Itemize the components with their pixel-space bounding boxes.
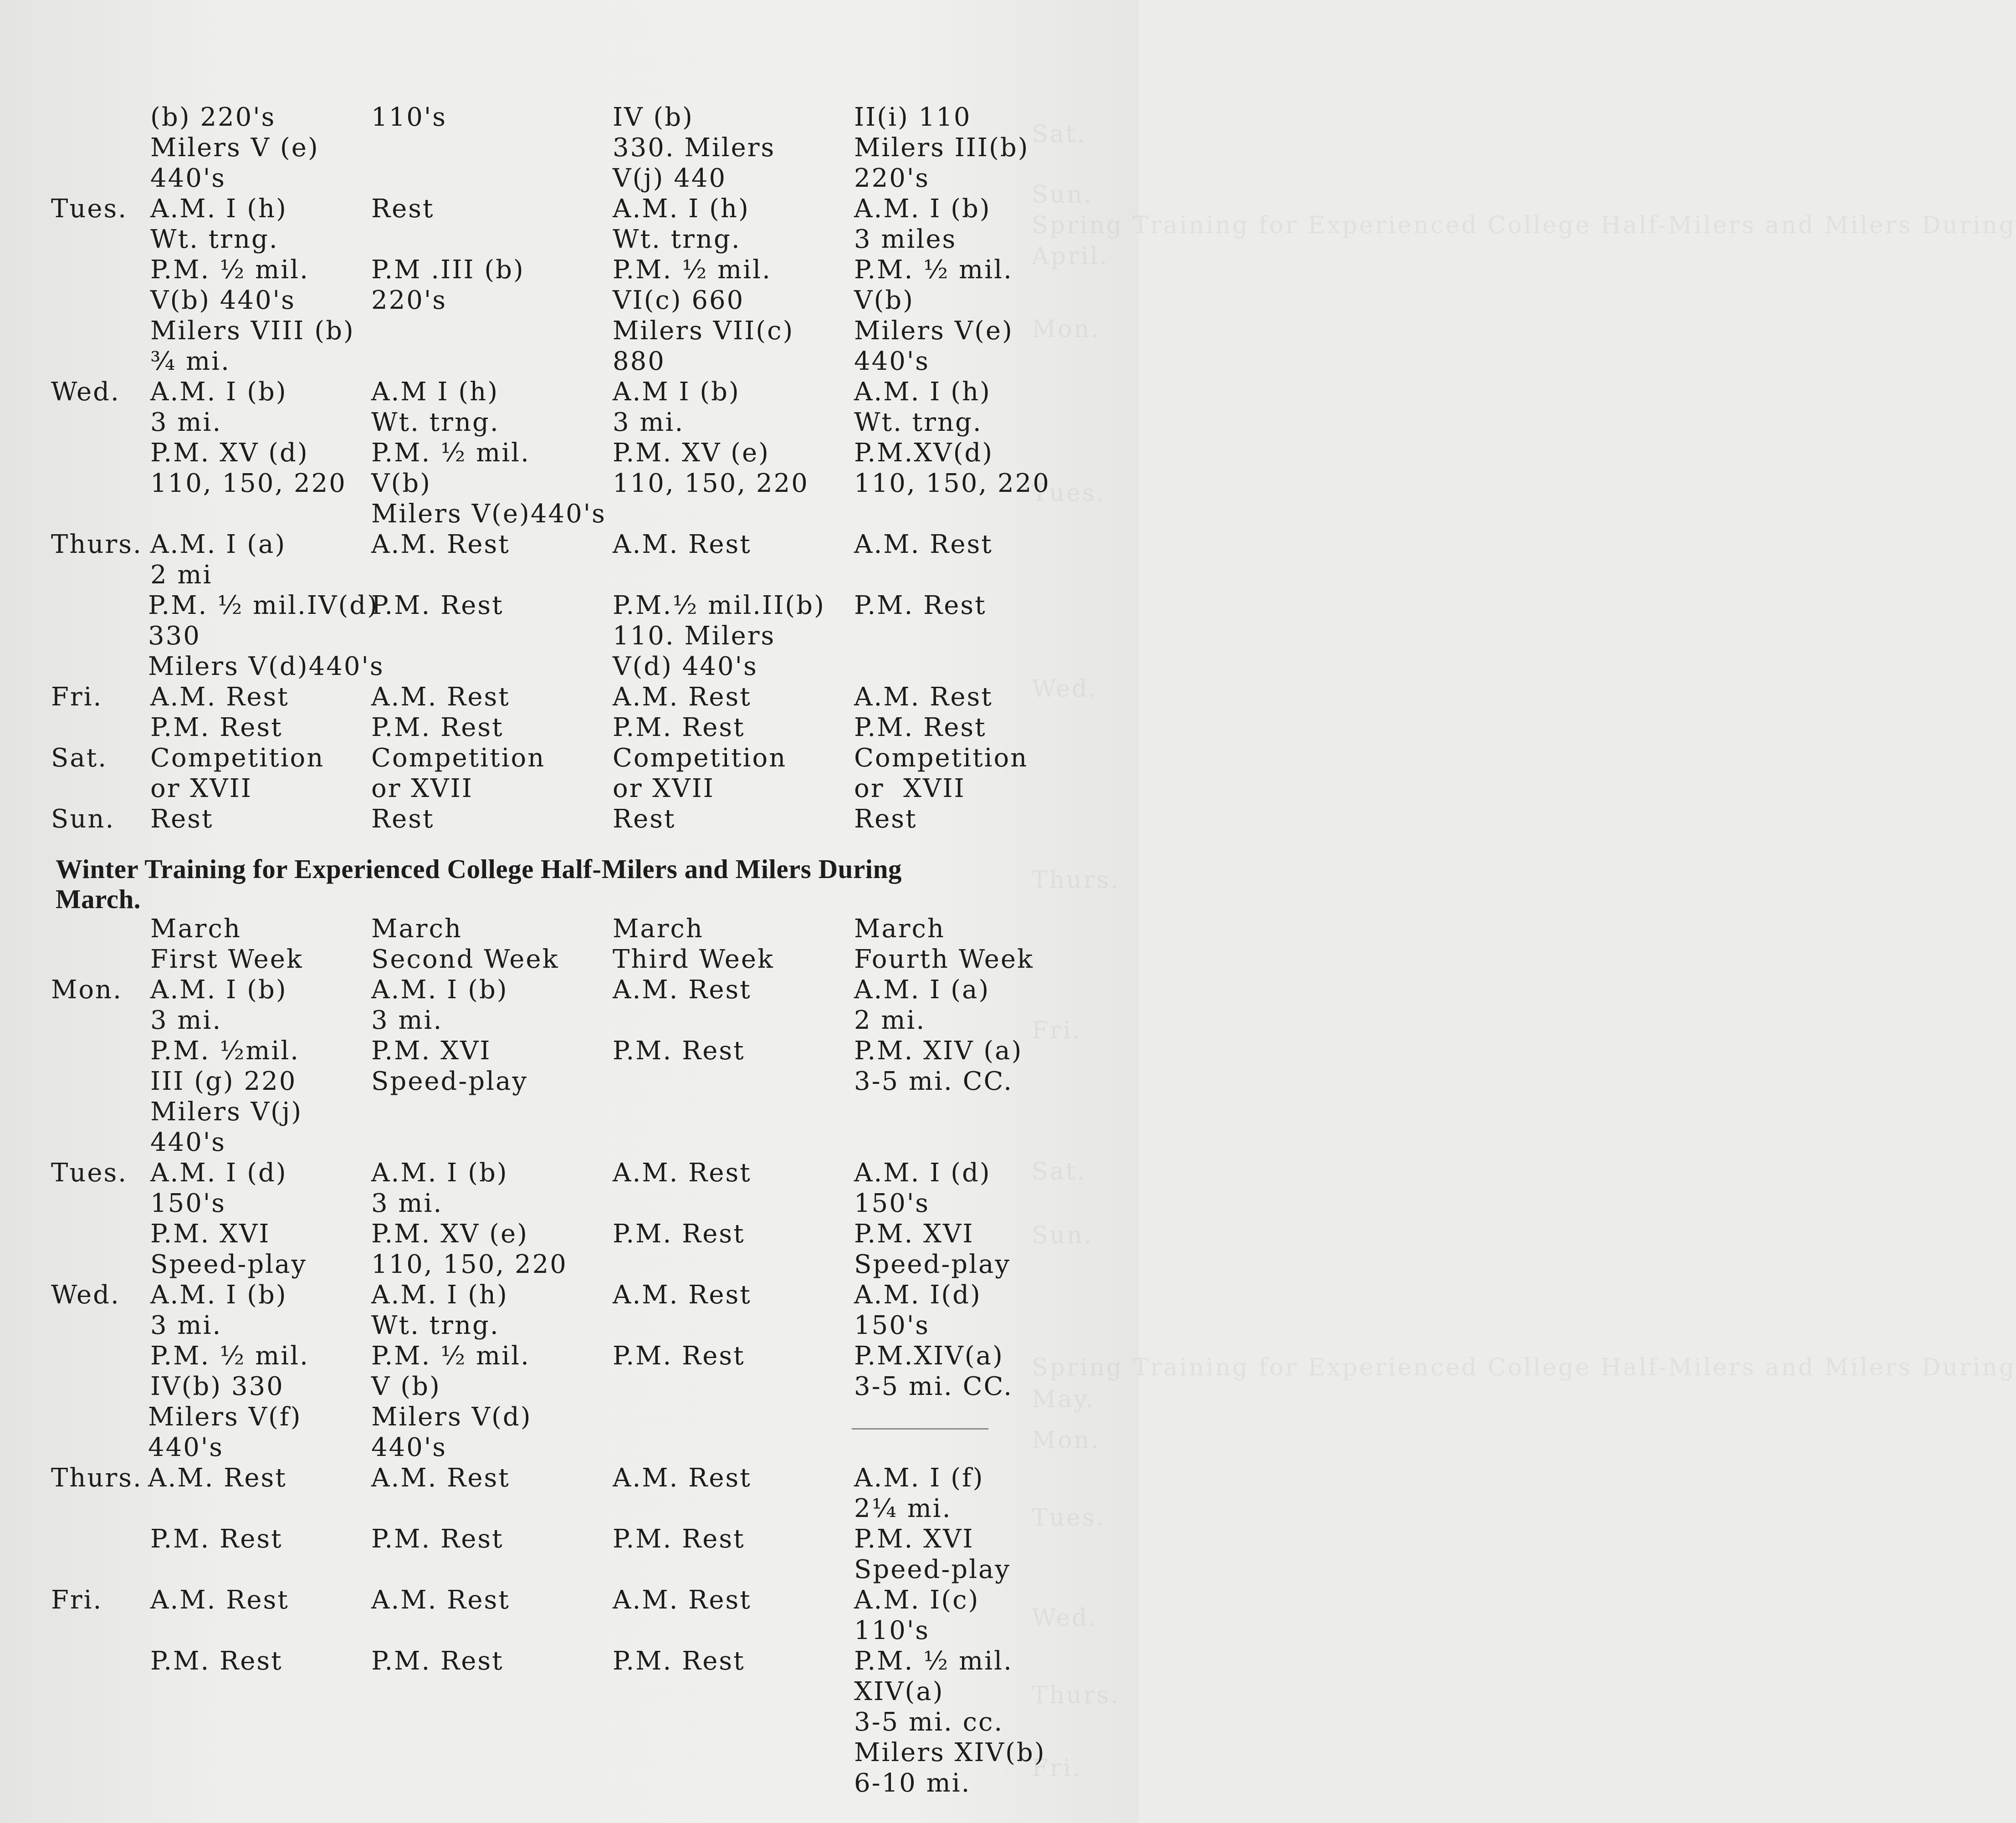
schedule-cell-week-4: II(i) 110 <box>854 102 972 132</box>
schedule-cell-week-3: Wt. trng. <box>613 225 741 254</box>
schedule-cell-week-1: A.M. I (b) <box>150 975 287 1005</box>
schedule-cell-week-1: Competition <box>150 743 325 773</box>
schedule-cell-week-1: A.M. Rest <box>150 682 289 712</box>
schedule-cell-week-3: Competition <box>613 743 787 773</box>
schedule-cell-week-3: Rest <box>613 804 676 834</box>
schedule-cell-week-4: Milers III(b) <box>854 133 1029 163</box>
schedule-cell-week-1: Milers V(d)440's <box>148 652 384 681</box>
schedule-cell-week-3: Third Week <box>613 945 774 974</box>
bleed-through-text: Mon. <box>1032 316 1100 343</box>
schedule-cell-week-1: Milers V(f) <box>148 1402 302 1432</box>
schedule-cell-week-1: 440's <box>150 163 226 193</box>
divider-rule <box>852 1428 988 1430</box>
schedule-cell-week-4: 220's <box>854 163 930 193</box>
schedule-cell-week-4: Rest <box>854 804 917 834</box>
schedule-cell-week-2: 220's <box>371 286 447 315</box>
schedule-cell-week-4: Milers V(e) <box>854 316 1013 346</box>
schedule-cell-week-4: Speed-play <box>854 1555 1011 1584</box>
schedule-cell-week-4: P.M. ½ mil. <box>854 1646 1013 1676</box>
schedule-cell-week-2: P.M. Rest <box>371 1646 504 1676</box>
bleed-through-text: Fri. <box>1032 1755 1082 1782</box>
schedule-cell-week-2: V (b) <box>371 1372 441 1401</box>
schedule-cell-week-1: First Week <box>150 945 303 974</box>
schedule-cell-week-4: A.M. I(d) <box>854 1280 982 1310</box>
schedule-cell-week-3: 3 mi. <box>613 408 685 437</box>
schedule-cell-week-4: 3 miles <box>854 225 957 254</box>
bleed-through-text: Tues. <box>1032 1504 1106 1532</box>
day-label: Tues. <box>51 1158 128 1188</box>
schedule-cell-week-1: IV(b) 330 <box>150 1372 284 1401</box>
bleed-through-text: Sun. <box>1032 1222 1094 1249</box>
schedule-cell-week-4: V(b) <box>854 286 914 315</box>
schedule-cell-week-3: 110. Milers <box>613 621 776 651</box>
schedule-cell-week-4: P.M. Rest <box>854 591 987 620</box>
bleed-through-text: Thurs. <box>1032 867 1120 894</box>
schedule-cell-week-4: P.M. XVI <box>854 1524 974 1554</box>
schedule-cell-week-1: Milers V(j) <box>150 1097 303 1127</box>
schedule-cell-week-2: or XVII <box>371 774 473 803</box>
schedule-cell-week-4: 150's <box>854 1311 930 1340</box>
schedule-cell-week-1: P.M. Rest <box>150 1524 283 1554</box>
schedule-cell-week-2: 110, 150, 220 <box>371 1250 568 1279</box>
schedule-cell-week-1: P.M. ½ mil. <box>150 255 309 285</box>
schedule-cell-week-4: A.M. I (b) <box>854 194 991 224</box>
schedule-cell-week-4: A.M. Rest <box>854 682 993 712</box>
section-heading-line-2: March. <box>56 884 141 914</box>
schedule-cell-week-3: P.M.½ mil.II(b) <box>613 591 825 620</box>
schedule-cell-week-1: 150's <box>150 1189 226 1218</box>
schedule-cell-week-3: V(d) 440's <box>613 652 758 681</box>
day-label: Fri. <box>51 682 103 712</box>
schedule-cell-week-3: A.M. I (h) <box>613 194 750 224</box>
schedule-cell-week-3: P.M. Rest <box>613 1341 745 1371</box>
schedule-cell-week-1: P.M. ½ mil.IV(d) <box>148 591 379 620</box>
schedule-cell-week-2: Rest <box>371 804 435 834</box>
schedule-cell-week-3: A.M. Rest <box>613 1158 752 1188</box>
section-heading-line-1: Winter Training for Experienced College Half-Milers and Milers During <box>56 854 902 884</box>
schedule-cell-week-3: P.M. Rest <box>613 1524 745 1554</box>
schedule-cell-week-1: (b) 220's <box>150 102 276 132</box>
schedule-cell-week-1: Wt. trng. <box>150 225 279 254</box>
schedule-cell-week-2: A.M. I (h) <box>371 1280 508 1310</box>
schedule-cell-week-1: P.M. ½ mil. <box>150 1341 309 1371</box>
schedule-cell-week-3: March <box>613 914 704 944</box>
schedule-cell-week-4: A.M. I (h) <box>854 377 991 407</box>
schedule-cell-week-4: A.M. I (d) <box>854 1158 991 1188</box>
schedule-cell-week-4: P.M.XIV(a) <box>854 1341 1004 1371</box>
schedule-cell-week-1: 440's <box>150 1128 226 1157</box>
schedule-cell-week-1: 110, 150, 220 <box>150 469 347 498</box>
schedule-cell-week-3: P.M. ½ mil. <box>613 255 772 285</box>
schedule-cell-week-3: A.M. Rest <box>613 682 752 712</box>
schedule-cell-week-4: 3-5 mi. CC. <box>854 1372 1013 1401</box>
schedule-cell-week-4: A.M. I (a) <box>854 975 990 1005</box>
day-label: Sat. <box>51 743 108 773</box>
schedule-cell-week-1: 3 mi. <box>150 1006 222 1035</box>
bleed-through-text: May. <box>1032 1386 1095 1413</box>
day-label: Fri. <box>51 1585 103 1615</box>
bleed-through-text: Sat. <box>1032 121 1087 148</box>
schedule-cell-week-1: P.M. Rest <box>150 1646 283 1676</box>
schedule-cell-week-1: P.M. XVI <box>150 1219 271 1249</box>
schedule-cell-week-2: Second Week <box>371 945 559 974</box>
schedule-cell-week-1: A.M. I (d) <box>150 1158 287 1188</box>
schedule-cell-week-4: Fourth Week <box>854 945 1034 974</box>
schedule-cell-week-2: P.M. Rest <box>371 591 504 620</box>
schedule-cell-week-2: Wt. trng. <box>371 1311 500 1340</box>
schedule-cell-week-4: 110's <box>854 1616 930 1645</box>
schedule-cell-week-4: 3-5 mi. cc. <box>854 1707 1004 1737</box>
schedule-cell-week-3: V(j) 440 <box>613 163 727 193</box>
schedule-cell-week-3: 110, 150, 220 <box>613 469 809 498</box>
bleed-through-text: Sun. <box>1032 181 1094 209</box>
day-label: Tues. <box>51 194 128 224</box>
schedule-cell-week-3: A.M. Rest <box>613 1280 752 1310</box>
bleed-through-text: Sat. <box>1032 1158 1087 1185</box>
schedule-cell-week-3: VI(c) 660 <box>613 286 745 315</box>
bleed-through-text: Fri. <box>1032 1017 1082 1044</box>
schedule-cell-week-3: or XVII <box>613 774 715 803</box>
schedule-cell-week-2: Competition <box>371 743 546 773</box>
schedule-cell-week-4: A.M. I(c) <box>854 1585 980 1615</box>
schedule-cell-week-4: 440's <box>854 347 930 376</box>
schedule-cell-week-1: P.M. XV (d) <box>150 438 309 468</box>
schedule-cell-week-4: Competition <box>854 743 1028 773</box>
schedule-cell-week-2: A.M I (h) <box>371 377 499 407</box>
bleed-through-text: Mon. <box>1032 1427 1100 1454</box>
schedule-cell-week-2: March <box>371 914 462 944</box>
schedule-cell-week-3: P.M. Rest <box>613 713 745 742</box>
schedule-cell-week-2: A.M. Rest <box>371 530 510 559</box>
schedule-cell-week-1: Speed-play <box>150 1250 307 1279</box>
schedule-cell-week-1: March <box>150 914 241 944</box>
schedule-cell-week-1: 3 mi. <box>150 1311 222 1340</box>
schedule-cell-week-2: P.M. Rest <box>371 1524 504 1554</box>
schedule-cell-week-3: A.M. Rest <box>613 975 752 1005</box>
schedule-cell-week-1: P.M. Rest <box>150 713 283 742</box>
schedule-cell-week-1: 330 <box>148 621 201 651</box>
bleed-through-text: April. <box>1032 243 1109 270</box>
schedule-cell-week-2: P.M. Rest <box>371 713 504 742</box>
schedule-cell-week-1: A.M. I (h) <box>150 194 287 224</box>
schedule-cell-week-1: A.M. Rest <box>150 1585 289 1615</box>
schedule-cell-week-2: Milers V(d) <box>371 1402 532 1432</box>
bleed-through-text: Tues. <box>1032 480 1106 507</box>
schedule-cell-week-2: P.M. XVI <box>371 1036 491 1066</box>
schedule-cell-week-1: III (g) 220 <box>150 1067 297 1096</box>
bleed-through-text: Wed. <box>1032 1604 1098 1632</box>
schedule-cell-week-3: P.M. XV (e) <box>613 438 770 468</box>
bleed-through-text: Thurs. <box>1032 1682 1120 1709</box>
schedule-cell-week-4: P.M. Rest <box>854 713 987 742</box>
day-label: Thurs. <box>51 530 143 559</box>
schedule-cell-week-4: Wt. trng. <box>854 408 982 437</box>
schedule-cell-week-4: P.M. ½ mil. <box>854 255 1013 285</box>
schedule-cell-week-4: or XVII <box>854 774 966 803</box>
schedule-cell-week-1: V(b) 440's <box>150 286 296 315</box>
schedule-cell-week-2: 440's <box>371 1433 447 1462</box>
schedule-cell-week-2: P.M. ½ mil. <box>371 1341 530 1371</box>
schedule-cell-week-4: 2 mi. <box>854 1006 926 1035</box>
schedule-cell-week-1: Milers V (e) <box>150 133 319 163</box>
schedule-cell-week-4: Milers XIV(b) <box>854 1738 1046 1767</box>
schedule-cell-week-1: A.M. I (b) <box>150 377 287 407</box>
schedule-cell-week-2: P.M. XV (e) <box>371 1219 529 1249</box>
schedule-cell-week-2: A.M. I (b) <box>371 1158 508 1188</box>
day-label: Wed. <box>51 1280 120 1310</box>
bleed-through-text: Spring Training for Experienced College Half-Milers and Milers During <box>1032 1354 2016 1381</box>
schedule-cell-week-1: Rest <box>150 804 214 834</box>
schedule-cell-week-4: 150's <box>854 1189 930 1218</box>
schedule-cell-week-4: 110, 150, 220 <box>854 469 1050 498</box>
schedule-cell-week-4: A.M. I (f) <box>854 1463 984 1493</box>
schedule-cell-week-3: 880 <box>613 347 665 376</box>
schedule-cell-week-4: P.M. XIV (a) <box>854 1036 1023 1066</box>
day-label: Wed. <box>51 377 120 407</box>
schedule-cell-week-3: A.M. Rest <box>613 530 752 559</box>
schedule-cell-week-3: A.M I (b) <box>613 377 740 407</box>
schedule-cell-week-3: P.M. Rest <box>613 1646 745 1676</box>
schedule-cell-week-3: IV (b) <box>613 102 694 132</box>
schedule-cell-week-2: 110's <box>371 102 447 132</box>
schedule-cell-week-4: March <box>854 914 945 944</box>
schedule-cell-week-2: A.M. Rest <box>371 1463 510 1493</box>
schedule-cell-week-2: P.M. ½ mil. <box>371 438 530 468</box>
schedule-cell-week-4: Speed-play <box>854 1250 1011 1279</box>
schedule-cell-week-4: P.M.XV(d) <box>854 438 994 468</box>
schedule-cell-week-1: A.M. I (b) <box>150 1280 287 1310</box>
schedule-cell-week-3: P.M. Rest <box>613 1036 745 1066</box>
schedule-cell-week-4: A.M. Rest <box>854 530 993 559</box>
schedule-cell-week-4: 6-10 mi. <box>854 1768 971 1798</box>
schedule-cell-week-4: 3-5 mi. CC. <box>854 1067 1013 1096</box>
day-label: Thurs. <box>51 1463 143 1493</box>
schedule-cell-week-1: P.M. ½mil. <box>150 1036 300 1066</box>
schedule-cell-week-2: V(b) <box>371 469 431 498</box>
schedule-cell-week-2: Milers V(e)440's <box>371 499 606 529</box>
schedule-cell-week-2: Wt. trng. <box>371 408 500 437</box>
schedule-cell-week-3: P.M. Rest <box>613 1219 745 1249</box>
schedule-cell-week-4: P.M. XVI <box>854 1219 974 1249</box>
schedule-cell-week-2: Rest <box>371 194 435 224</box>
schedule-cell-week-1: or XVII <box>150 774 252 803</box>
schedule-cell-week-2: A.M. I (b) <box>371 975 508 1005</box>
schedule-cell-week-1: 3 mi. <box>150 408 222 437</box>
schedule-cell-week-2: 3 mi. <box>371 1189 443 1218</box>
schedule-cell-week-4: XIV(a) <box>854 1677 944 1706</box>
schedule-cell-week-1: A.M. Rest <box>148 1463 287 1493</box>
schedule-cell-week-1: ¾ mi. <box>150 347 230 376</box>
schedule-cell-week-2: 3 mi. <box>371 1006 443 1035</box>
schedule-cell-week-4: 2¼ mi. <box>854 1494 952 1523</box>
day-label: Sun. <box>51 804 115 834</box>
schedule-cell-week-3: A.M. Rest <box>613 1585 752 1615</box>
schedule-cell-week-3: 330. Milers <box>613 133 776 163</box>
schedule-cell-week-1: 440's <box>148 1433 224 1462</box>
schedule-cell-week-2: A.M. Rest <box>371 1585 510 1615</box>
schedule-cell-week-1: 2 mi <box>150 560 213 590</box>
day-label: Mon. <box>51 975 123 1005</box>
bleed-through-text: Wed. <box>1032 675 1098 703</box>
schedule-cell-week-2: P.M .III (b) <box>371 255 525 285</box>
schedule-cell-week-1: Milers VIII (b) <box>150 316 355 346</box>
bleed-through-text: Spring Training for Experienced College Half-Milers and Milers During <box>1032 212 2016 239</box>
schedule-cell-week-2: A.M. Rest <box>371 682 510 712</box>
schedule-cell-week-1: A.M. I (a) <box>150 530 287 559</box>
schedule-cell-week-2: Speed-play <box>371 1067 528 1096</box>
schedule-cell-week-3: Milers VII(c) <box>613 316 794 346</box>
schedule-cell-week-3: A.M. Rest <box>613 1463 752 1493</box>
